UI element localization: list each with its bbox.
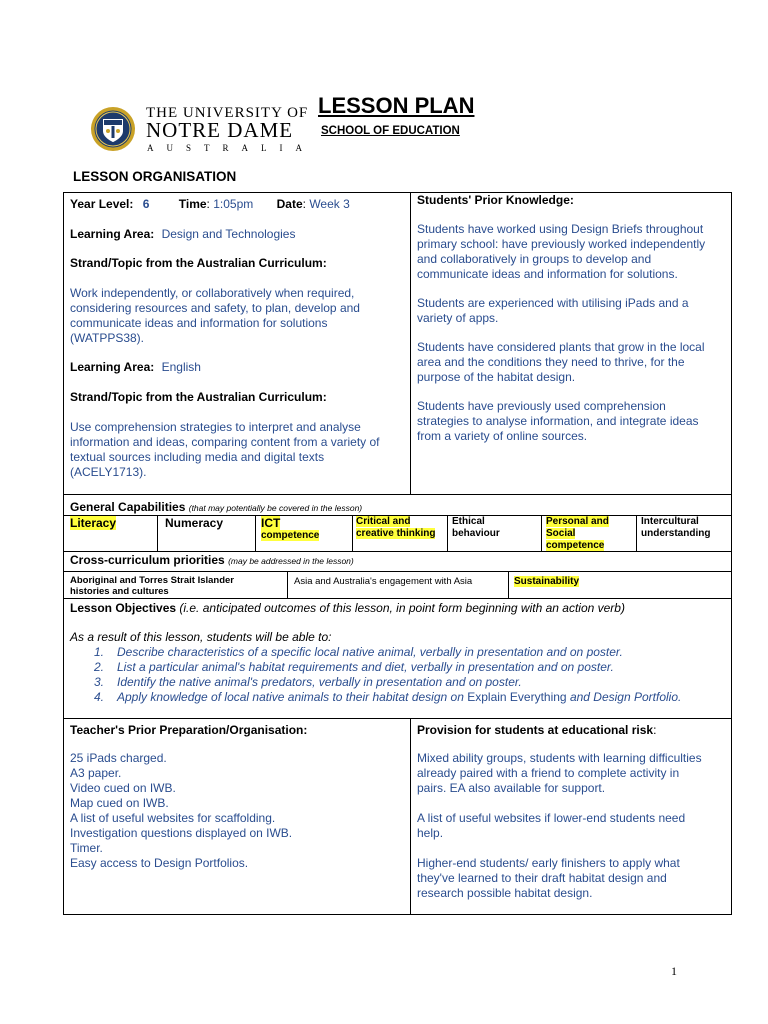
prior-line: Students are experienced with utilising iPads and a <box>417 296 689 310</box>
ethical-label-1: Ethical <box>452 516 485 527</box>
row-divider-cross-cells <box>63 571 732 572</box>
provision-line: Mixed ability groups, students with learning difficulties <box>417 751 702 765</box>
objective-app-name: Explain Everything <box>467 690 567 704</box>
preparation-item: A3 paper. <box>70 766 122 780</box>
learning-area-row-1 <box>70 227 295 242</box>
ethical-label-2: behaviour <box>452 528 500 539</box>
personal-label-3: competence <box>546 540 605 551</box>
university-name-line3: AUSTRALIA <box>147 143 315 153</box>
prior-line: purpose of the habitat design. <box>417 370 576 384</box>
aboriginal-label-2: histories and cultures <box>70 586 169 597</box>
strand-1-line: Work independently, or collaboratively when required, <box>70 286 355 300</box>
provision-line: already paired with a friend to complete activity in <box>417 766 680 780</box>
page-number: 1 <box>671 964 677 978</box>
provision-text <box>417 751 702 901</box>
row-divider-preparation <box>63 718 732 719</box>
year-level-label: Year Level: <box>70 197 134 211</box>
preparation-item: Investigation questions displayed on IWB. <box>70 826 293 840</box>
cross-curriculum-note: (may be addressed in the lesson) <box>228 556 354 566</box>
university-name-line2: NOTRE DAME <box>146 118 294 142</box>
prior-line: Students have considered plants that grow in the local <box>417 340 705 354</box>
intercultural-label-2: understanding <box>641 528 711 539</box>
strand-heading-2: Strand/Topic from the Australian Curriculum: <box>70 390 327 404</box>
critical-label-2: creative thinking <box>356 528 436 539</box>
column-divider-top <box>410 192 411 494</box>
university-name-line1: THE UNIVERSITY OF <box>146 105 309 121</box>
time-value: 1:05pm <box>213 197 254 211</box>
preparation-item: Timer. <box>70 841 103 855</box>
capabilities-heading-row <box>70 500 362 516</box>
page-subtitle: SCHOOL OF EDUCATION <box>321 125 460 137</box>
provision-line: help. <box>417 826 444 840</box>
ict-label-2: competence <box>261 530 320 541</box>
critical-label-1: Critical and <box>356 516 411 527</box>
learning-area-value-1: Design and Technologies <box>161 227 296 241</box>
objectives-list <box>94 645 681 705</box>
literacy-label: Literacy <box>70 516 117 530</box>
provision-paragraph <box>417 811 702 841</box>
row-divider-cross <box>63 551 732 552</box>
cross-curriculum-heading-row <box>70 553 354 569</box>
prior-paragraph <box>417 399 705 444</box>
prior-knowledge-text <box>417 222 705 444</box>
capability-numeracy <box>165 516 223 531</box>
prior-line: Students have previously used comprehension <box>417 399 666 413</box>
objective-item: 1. Describe characteristics of a specific local native animal, verbally in presentation and on poster. <box>94 645 623 659</box>
ict-label: ICT <box>261 516 281 530</box>
aboriginal-label-1: Aboriginal and Torres Strait Islander <box>70 575 234 586</box>
provision-line: pairs. EA also available for support. <box>417 781 606 795</box>
objectives-intro: As a result of this lesson, students will be able to: <box>70 630 332 644</box>
provision-line: research possible habitat design. <box>417 886 593 900</box>
year-time-date-row: Year Level: 6 Time: 1:05pm Date: Week 3 <box>70 197 350 211</box>
prior-knowledge-heading: Students' Prior Knowledge: <box>417 193 574 207</box>
learning-area-label: Learning Area: <box>70 227 155 241</box>
objective-text: Describe characteristics of a specific local native animal, verbally in presentation and on poster. <box>117 645 623 659</box>
cap-cell-divider <box>157 515 158 551</box>
objective-text: Apply knowledge of local native animals to their habitat design on <box>117 690 468 704</box>
time-label: Time <box>178 197 207 211</box>
provision-line: A list of useful websites if lower-end students need <box>417 811 686 825</box>
preparation-item: Video cued on IWB. <box>70 781 176 795</box>
capability-personal-social <box>546 516 609 552</box>
prior-line: strategies to analyse information, and integrate ideas <box>417 414 699 428</box>
learning-area-label: Learning Area: <box>70 360 155 374</box>
prior-paragraph <box>417 340 705 385</box>
personal-label-1: Personal and <box>546 516 609 527</box>
capability-intercultural <box>641 516 710 540</box>
cap-cell-divider <box>352 515 353 551</box>
preparation-item: Map cued on IWB. <box>70 796 169 810</box>
capabilities-heading: General Capabilities <box>70 500 186 514</box>
provision-line: they've learned to their draft habitat design and <box>417 871 667 885</box>
cross-cell-divider <box>508 571 509 598</box>
strand-1-line: communicate ideas and information for solutions <box>70 316 328 330</box>
date-label: Date <box>276 197 303 211</box>
personal-label-2: Social <box>546 528 576 539</box>
priority-asia: Asia and Australia's engagement with Asia <box>294 576 473 587</box>
objectives-note: (i.e. anticipated outcomes of this lesson, in point form beginning with an action verb) <box>179 601 625 615</box>
preparation-item: A list of useful websites for scaffolding. <box>70 811 276 825</box>
capability-literacy <box>70 516 116 531</box>
strand-text-1 <box>70 286 360 346</box>
priority-sustainability <box>514 576 579 587</box>
priority-aboriginal <box>70 575 234 597</box>
objective-text-end: and Design Portfolio. <box>566 690 682 704</box>
capability-critical <box>356 516 435 540</box>
cap-cell-divider <box>541 515 542 551</box>
strand-1-line: considering resources and safety, to plan, develop and <box>70 301 360 315</box>
prior-line: primary school: have previously worked independently <box>417 237 706 251</box>
prior-line: variety of apps. <box>417 311 499 325</box>
cross-curriculum-heading: Cross-curriculum priorities <box>70 553 225 567</box>
page-title: LESSON PLAN <box>318 93 475 118</box>
strand-text-2 <box>70 420 380 480</box>
provision-paragraph <box>417 751 702 796</box>
strand-heading-1: Strand/Topic from the Australian Curriculum: <box>70 256 327 270</box>
date-value: Week 3 <box>309 197 350 211</box>
provision-heading: Provision for students at educational risk <box>417 723 654 737</box>
objective-text: Identify the native animal's predators, verbally in presentation and on poster. <box>117 675 522 689</box>
provision-heading-row: Provision for students at educational risk: <box>417 723 657 737</box>
strand-1-line: (WATPPS38). <box>70 331 145 345</box>
preparation-item: 25 iPads charged. <box>70 751 167 765</box>
prior-line: and collaboratively in groups to develop and <box>417 252 652 266</box>
intercultural-label-1: Intercultural <box>641 516 699 527</box>
preparation-list <box>70 751 292 871</box>
strand-2-line: (ACELY1713). <box>70 465 147 479</box>
section-heading: LESSON ORGANISATION <box>73 169 237 184</box>
sustainability-label: Sustainability <box>514 576 580 587</box>
column-divider-bottom <box>410 718 411 915</box>
objectives-heading-row <box>70 601 625 616</box>
objective-text: List a particular animal's habitat requirements and diet, verbally in presentation and on poster. <box>117 660 614 674</box>
numeracy-label: Numeracy <box>165 516 224 530</box>
cap-cell-divider <box>636 515 637 551</box>
year-level-value: 6 <box>142 197 150 211</box>
provision-line: Higher-end students/ early finishers to apply what <box>417 856 680 870</box>
prior-line: Students have worked using Design Briefs throughout <box>417 222 704 236</box>
strand-2-line: textual sources including media and digital texts <box>70 450 325 464</box>
cap-cell-divider <box>255 515 256 551</box>
objective-item: 4. Apply knowledge of local native animals to their habitat design on Explain Everything and Design Portfolio. <box>94 690 682 704</box>
cap-cell-divider <box>447 515 448 551</box>
prior-line: from a variety of online sources. <box>417 429 588 443</box>
learning-area-value-2: English <box>161 360 201 374</box>
row-divider-capabilities <box>63 494 732 495</box>
capability-ethical <box>452 516 500 540</box>
strand-2-line: information and ideas, comparing content from a variety of <box>70 435 380 449</box>
prior-line: communicate ideas and information for solutions. <box>417 267 678 281</box>
prior-paragraph <box>417 296 705 326</box>
preparation-item: Easy access to Design Portfolios. <box>70 856 249 870</box>
provision-paragraph <box>417 856 702 901</box>
university-crest-logo <box>90 103 136 155</box>
objective-item: 3. Identify the native animal's predators, verbally in presentation and on poster. <box>94 675 522 689</box>
prior-line: area and the conditions they need to thrive, for the <box>417 355 685 369</box>
prior-paragraph <box>417 222 705 282</box>
capabilities-note: (that may potentially be covered in the lesson) <box>188 503 363 513</box>
objectives-heading: Lesson Objectives <box>70 601 177 615</box>
objective-item: 2. List a particular animal's habitat requirements and diet, verbally in presentation and on poster. <box>94 660 614 674</box>
cross-cell-divider <box>287 571 288 598</box>
row-divider-objectives <box>63 598 732 599</box>
learning-area-row-2 <box>70 360 201 375</box>
strand-2-line: Use comprehension strategies to interpret and analyse <box>70 420 361 434</box>
preparation-heading: Teacher's Prior Preparation/Organisation: <box>70 723 308 737</box>
capability-ict <box>261 516 319 542</box>
